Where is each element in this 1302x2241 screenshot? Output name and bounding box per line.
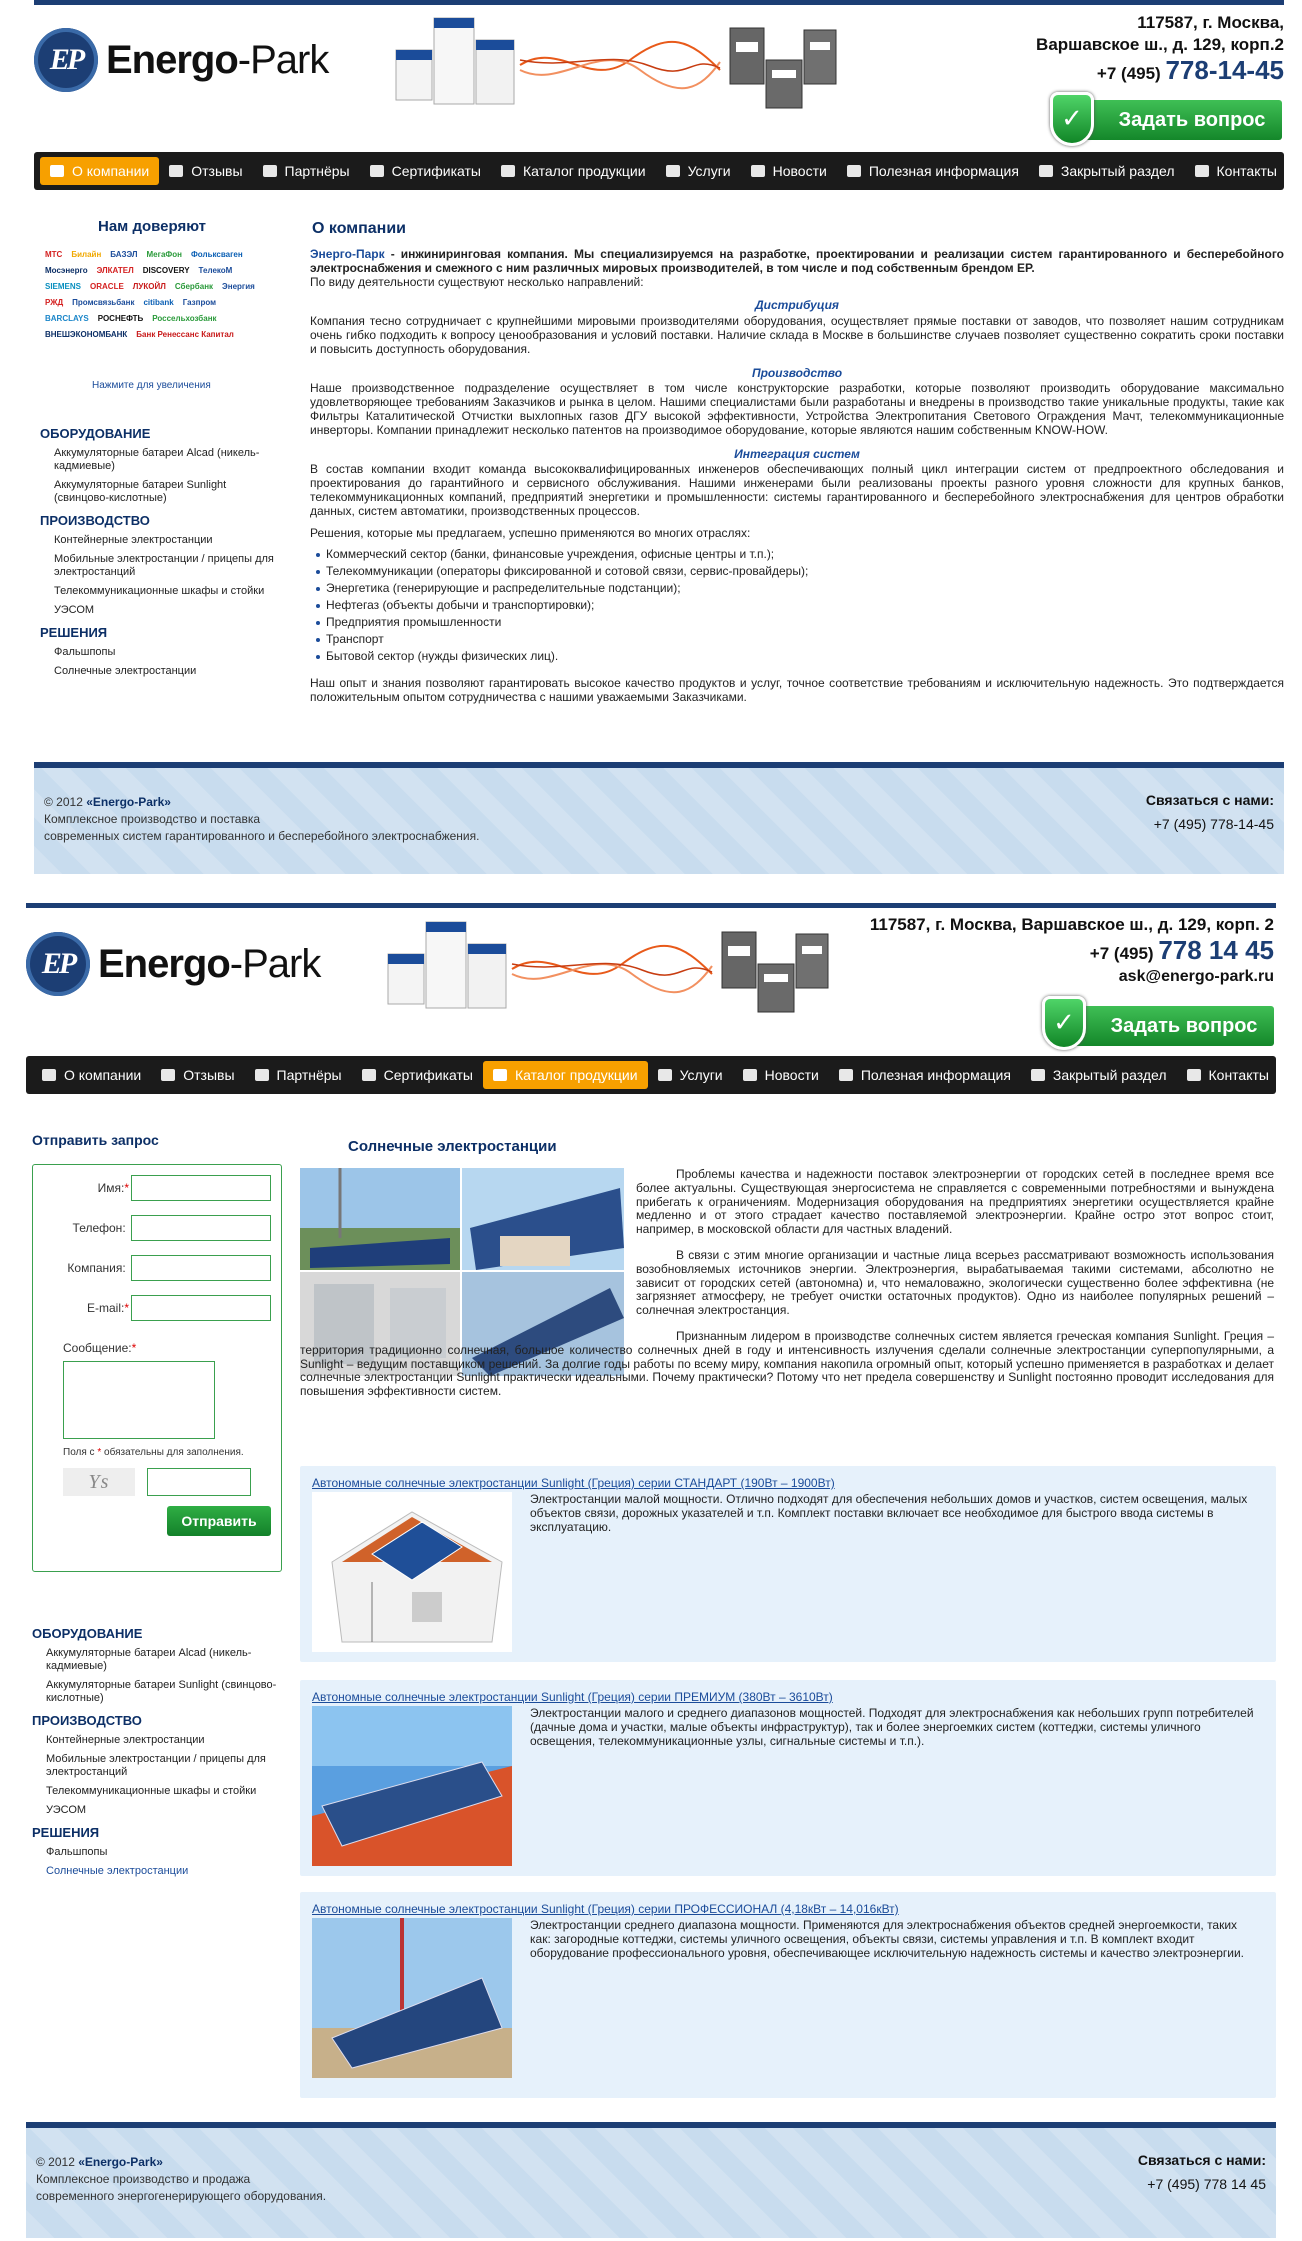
product-description: Электростанции среднего диапазона мощности. Применяются для электроснабжения объектов средней энергоемкости, таких как: загородные коттеджи, системы уличного освещения, объекты связи, системы управления и т.п. В комплект входит оборудование профессионального уровня, обеспечивающее исключительную надежность системы и качество электроэнергии. xyxy=(530,1918,1245,1960)
solar-p1: Проблемы качества и надежности поставок электроэнергии от городских сетей в последнее время все более актуальны. Существующая энергосистема не справляется с современными потребностями и вынуждена прибегать к ограничениям. Модернизация оборудования на предприятиях энергетики осуществляется крайне медленно и от этого страдает качество поставляемой электроэнергии. Крайне остро этот вопрос стоит, например, в московской области для частных владений. xyxy=(636,1167,1274,1237)
sidebar-heading: ПРОИЗВОДСТВО xyxy=(32,1713,142,1728)
product-description: Электростанции малого и среднего диапазонов мощностей. Подходят для электроснабжения как небольших групп потребителей (дачные дома и участки, малые объекты инфраструктур), так и более энергоемких систем (коттеджи, системы уличного освещения, телекоммуникационные узлы, сигнальные системы и т.п.). xyxy=(530,1706,1254,1748)
section-distribution-title: Дистрибуция xyxy=(755,298,839,313)
product-card xyxy=(300,1680,1276,1876)
nav-item-8[interactable] xyxy=(1021,1061,1177,1089)
nav-item-icon xyxy=(362,1069,376,1081)
nav-item-icon xyxy=(751,165,765,177)
address-line2: Варшавское ш., д. 129, корп.2 xyxy=(1036,35,1284,54)
section-production-text: Наше производственное подразделение осуществляет в том числе конструкторские разработки, которые позволяют производить оборудование максимально удовлетворяющее требованиям Заказчиков и рынка в целом. Нашими специалистами были разработаны и внедрены в производство такие уникальные продукты, такие как Фильтры Каталитической Отчистки выхлопных газов ДГУ высокой эффективности, Устройства Электропитания Светового Ограждения Мачт, телекоммуникационные инверторы. Компании принадлежит несколько патентов на производимое оборудование, которые являются нашим собственным KNOW-HOW. xyxy=(310,381,1284,437)
sidebar-link[interactable]: Фальшпопы xyxy=(54,646,116,658)
nav-item-icon xyxy=(1039,165,1053,177)
nav-item-9[interactable] xyxy=(1185,157,1287,185)
nav-item-icon xyxy=(255,1069,269,1081)
sidebar-link[interactable]: Солнечные электростанции xyxy=(46,1865,189,1877)
nav-item-6[interactable] xyxy=(733,1061,829,1089)
company-input[interactable] xyxy=(131,1255,271,1281)
sidebar-heading: РЕШЕНИЯ xyxy=(40,625,108,640)
nav-item-label: Новости xyxy=(772,163,827,179)
nav-item-5[interactable] xyxy=(656,157,741,185)
industry-item: Телекоммуникации (операторы фиксированной и сотовой связи, сервис-провайдеры); xyxy=(316,563,1284,580)
nav-item-3[interactable] xyxy=(360,157,491,185)
product-card xyxy=(300,1892,1276,2098)
partner-logo: РЖД xyxy=(45,298,64,307)
sidebar-menu xyxy=(40,418,280,684)
nav-item-label: Новости xyxy=(764,1067,819,1083)
partner-logo: РОСНЕФТЬ xyxy=(97,314,144,323)
industry-item: Бытовой сектор (нужды физических лиц). xyxy=(316,648,1284,665)
sidebar-link[interactable]: Аккумуляторные батареи Sunlight (свинцово-кислотные) xyxy=(54,479,227,504)
header-contacts xyxy=(870,914,1274,986)
industries-list xyxy=(316,546,1284,665)
header-contacts xyxy=(1036,12,1284,88)
page-title: Солнечные электростанции xyxy=(348,1138,557,1155)
partner-logo: Россельхозбанк xyxy=(152,314,217,323)
sidebar-menu xyxy=(32,1618,282,1884)
name-input[interactable] xyxy=(131,1175,271,1201)
nav-item-icon xyxy=(263,165,277,177)
captcha-input[interactable] xyxy=(147,1468,251,1496)
industry-item: Предприятия промышленности xyxy=(316,614,1284,631)
nav-item-1[interactable] xyxy=(159,157,252,185)
partner-logo: BARCLAYS xyxy=(45,314,89,323)
sidebar-link[interactable]: Мобильные электростанции / прицепы для электростанций xyxy=(46,1753,266,1778)
nav-item-label: Партнёры xyxy=(284,163,350,179)
partner-logo: ORACLE xyxy=(90,282,124,291)
industries-intro: Решения, которые мы предлагаем, успешно применяются во многих отраслях: xyxy=(310,525,751,540)
company-row: Компания: xyxy=(43,1255,271,1281)
solar-p2: В связи с этим многие организации и частные лица всерьез рассматривают возможность использования возобновляемых источников энергии. Электроэнергия, вырабатываемая такими системами, абсолютно не зависит от городских сетей (автономна) и, что немаловажно, экологически существенно более эффективна (не загрязняет атмосферу, не требует очистки остаточных продуктов). Одно из наиболее популярных решений – солнечная электростанция. xyxy=(636,1247,1274,1318)
solar-page xyxy=(0,900,1302,2241)
product-link[interactable]: Автономные солнечные электростанции Sunlight (Греция) серии ПРЕМИУМ (380Вт – 3610Вт) xyxy=(312,1690,833,1704)
about-text: Энерго-Парк - инжиниринговая компания. Мы специализируемся на разработке, проектировании и реализации систем гарантированного и бесперебойного электроснабжения и смежного с ним различных мировых производителей, в том числе и под собственным брендом EP. По виду деятельности существуют несколько направлений: Дистрибуция Компания тесно сотрудничает с крупнейшими мировыми производителями оборудования, осуществляет прямые поставки от заводов, что позволяет нашим сотрудникам очень гибко подходить к вопросу ценообразования и условий поставки. Наличие склада в Москве в большинстве случаев позволяет существенно сократить сроки поставки и повысить доступность оборудования. Производство Наше производственное подразделение осуществляет в том числе конструкторские разработки, которые позволяют производить оборудование максимально удовлетворяющее требованиям Заказчиков и рынка в целом. Нашими специалистами были разработаны и внедрены в производство такие уникальные продукты, такие как Фильтры Каталитической Отчистки выхлопных газов ДГУ высокой эффективности, Устройства Электропитания Светового Ограждения Мачт, телекоммуникационные инверторы. Компании принадлежит несколько патентов на производимое оборудование, которые являются нашим собственным KNOW-HOW. Интеграция систем В состав компании входит команда высококвалифицированных инженеров обеспечивающих полный цикл интеграции систем от предпроектного обследования и проектирования до гарантийного и сервисного обслуживания. Нашими инженерами были реализованы проекты разного уровня сложности для крупных банков, телекоммуникационных компаний, предприятий энергетики и промышленности: системы гарантированного и бесперебойного электроснабжения для центров обработки данных, систем автоматики, производственных процессов. Решения, которые мы предлагаем, успешно применяются во многих отраслях: Коммерческий сектор (банки, финансовые учреждения, офисные центры и т.п.); Телекоммуникации (операторы фиксированной и сотовой связи, сервис-провайдеры); Энергетика (генерирующие и распределительные подстанции); Нефтегаз (объекты добычи и транспортировки); Предприятия промышленности Транспорт Бытовой сектор (нужды физических лиц). Наш опыт и знания позволяют гарантировать высокое качество продуктов и услуг, точное соответствие требованиям и исключительную надежность. Это подтверждается положительным опытом сотрудничества с нашими уважаемыми Заказчиками. xyxy=(310,247,1284,705)
sidebar-link[interactable]: УЭСОМ xyxy=(54,604,95,616)
sidebar-link[interactable]: Контейнерные электростанции xyxy=(54,534,213,546)
nav-item-icon xyxy=(370,165,384,177)
about-outro: Наш опыт и знания позволяют гарантировать высокое качество продуктов и услуг, точное соответствие требованиям и исключительную надежность. Это подтверждается положительным опытом сотрудничества с нашими уважаемыми Заказчиками. xyxy=(310,676,1284,705)
product-image[interactable] xyxy=(312,1706,512,1866)
product-image[interactable] xyxy=(312,1492,512,1652)
nav-item-icon xyxy=(169,165,183,177)
submit-button[interactable]: Отправить xyxy=(167,1506,271,1536)
partner-logo: МТС xyxy=(45,250,63,259)
nav-item-label: Закрытый раздел xyxy=(1052,1067,1167,1083)
nav-item-9[interactable] xyxy=(1177,1061,1279,1089)
partner-logo: Газпром xyxy=(182,298,217,307)
trust-title: Нам доверяют xyxy=(98,218,206,235)
section-integration-text: В состав компании входит команда высококвалифицированных инженеров обеспечивающих полный цикл интеграции систем от предпроектного обследования и проектирования до гарантийного и сервисного обслуживания. Нашими инженерами были реализованы проекты разного уровня сложности для крупных банков, телекоммуникационных компаний, предприятий энергетики и промышленности: системы гарантированного и бесперебойного электроснабжения для центров обработки данных, систем автоматики, производственных процессов. xyxy=(310,462,1284,518)
top-line xyxy=(34,0,1284,5)
nav-item-label: Полезная информация xyxy=(868,163,1019,179)
logo[interactable] xyxy=(34,28,328,92)
nav-item-1[interactable] xyxy=(151,1061,244,1089)
nav-item-label: Отзывы xyxy=(183,1067,235,1083)
partner-logos[interactable] xyxy=(42,248,268,378)
shield-check-icon: ✓ xyxy=(1042,996,1086,1050)
sidebar-heading: ОБОРУДОВАНИЕ xyxy=(32,1626,143,1641)
address-line1: 117587, г. Москва, xyxy=(1137,13,1284,32)
nav-item-6[interactable] xyxy=(741,157,837,185)
name-row: Имя: * xyxy=(43,1175,271,1201)
nav-item-label: Партнёры xyxy=(276,1067,342,1083)
nav-item-icon xyxy=(666,165,680,177)
address: 117587, г. Москва, Варшавское ш., д. 129, корп. 2 xyxy=(869,915,1274,934)
footer-contact: Связаться с нами: +7 (495) 778-14-45 xyxy=(1146,788,1274,836)
header-phone[interactable]: +7 (495) 778 14 45 xyxy=(1089,935,1274,965)
product-link[interactable]: Автономные солнечные электростанции Sunlight (Греция) серии СТАНДАРТ (190Вт – 1900Вт) xyxy=(312,1476,835,1490)
solar-intro-text xyxy=(300,1168,1274,1403)
nav-item-label: Сертификаты xyxy=(383,1067,473,1083)
request-form xyxy=(32,1164,282,1572)
industry-item: Энергетика (генерирующие и распределительные подстанции); xyxy=(316,580,1284,597)
phone-row: Телефон: xyxy=(43,1215,271,1241)
section-distribution-text: Компания тесно сотрудничает с крупнейшими мировыми производителями оборудования, осуществляет прямые поставки от заводов, что позволяет нашим сотрудникам очень гибко подходить к вопросу ценообразования и условий поставки. Наличие склада в Москве в большинстве случаев позволяет существенно сократить сроки поставки и повысить доступность оборудования. xyxy=(310,314,1284,356)
product-description: Электростанции малой мощности. Отлично подходят для обеспечения небольших домов и участков, систем освещения, малых объектов связи, дорожных указателей и т.п. Комплект поставки включает все необходимое для быстрого ввода системы в эксплуатацию. xyxy=(530,1492,1248,1534)
partner-logo: SIEMENS xyxy=(45,282,82,291)
product-image[interactable] xyxy=(312,1918,512,2078)
sidebar-heading: ОБОРУДОВАНИЕ xyxy=(40,426,151,441)
logo-mark: EP xyxy=(34,28,98,92)
sidebar-link[interactable]: Солнечные электростанции xyxy=(54,665,197,677)
nav-item-4[interactable] xyxy=(483,1061,648,1089)
nav-item-label: Закрытый раздел xyxy=(1060,163,1175,179)
nav-item-4[interactable] xyxy=(491,157,656,185)
nav-item-label: Каталог продукции xyxy=(522,163,646,179)
email-row: E-mail: * xyxy=(43,1295,271,1321)
header-email[interactable]: ask@energo-park.ru xyxy=(1118,968,1274,985)
sidebar-heading: ПРОИЗВОДСТВО xyxy=(40,513,150,528)
sidebar-link[interactable]: Телекоммуникационные шкафы и стойки xyxy=(54,585,265,597)
partner-logo: ТелекоМ xyxy=(198,266,233,275)
footer-copyright: © 2012 «Energo-Park» Комплексное производство и поставка современных систем гарантированного и бесперебойного электроснабжения. xyxy=(44,795,480,843)
section-production-title: Производство xyxy=(751,365,843,380)
email-input[interactable] xyxy=(131,1295,271,1321)
product-card xyxy=(300,1466,1276,1662)
nav-item-icon xyxy=(847,165,861,177)
nav-item-8[interactable] xyxy=(1029,157,1185,185)
nav-item-label: Сертификаты xyxy=(391,163,481,179)
nav-item-label: Услуги xyxy=(679,1067,723,1083)
section-integration-title: Интеграция систем xyxy=(734,446,860,461)
ask-question-button[interactable]: Задать вопрос xyxy=(1062,100,1282,140)
nav-item-label: Каталог продукции xyxy=(514,1067,638,1083)
nav-item-icon xyxy=(658,1069,672,1081)
required-note: Поля с * обязательны для заполнения. xyxy=(63,1447,244,1458)
partner-logo: ЛУКОЙЛ xyxy=(132,282,166,291)
logo[interactable] xyxy=(26,932,320,996)
captcha-image: Ys xyxy=(63,1468,135,1496)
partner-logo: Мосэнерго xyxy=(45,266,88,275)
header-banner-batteries xyxy=(390,10,850,114)
nav-item-icon xyxy=(743,1069,757,1081)
sidebar-link[interactable]: Аккумуляторные батареи Sunlight (свинцово-кислотные) xyxy=(46,1679,277,1704)
partner-logo: МегаФон xyxy=(146,250,182,259)
partner-logo: Фольксваген xyxy=(190,250,243,259)
partner-logo: Энергия xyxy=(222,282,255,291)
industry-item: Нефтегаз (объекты добычи и транспортировки); xyxy=(316,597,1284,614)
partner-logo: Банк Ренессанс Капитал xyxy=(136,330,234,339)
sidebar-link[interactable]: Контейнерные электростанции xyxy=(46,1734,205,1746)
nav-item-label: Услуги xyxy=(687,163,731,179)
nav-item-2[interactable] xyxy=(245,1061,352,1089)
nav-item-icon xyxy=(42,1069,56,1081)
footer xyxy=(34,762,1284,874)
footer-phone[interactable]: +7 (495) 778 14 45 xyxy=(1147,2176,1266,2192)
nav-item-icon xyxy=(50,165,64,177)
partner-logo: БАЗЭЛ xyxy=(110,250,138,259)
message-label: Сообщение:* xyxy=(63,1341,137,1355)
nav-item-label: О компании xyxy=(72,163,150,179)
partner-logo: citibank xyxy=(143,298,174,307)
captcha-row xyxy=(63,1468,271,1496)
nav-item-icon xyxy=(1187,1069,1201,1081)
nav-item-2[interactable] xyxy=(253,157,360,185)
page-title: О компании xyxy=(312,220,406,237)
footer-phone[interactable]: +7 (495) 778-14-45 xyxy=(1153,816,1274,832)
logo-text: Energo-Park xyxy=(98,941,321,986)
nav-item-7[interactable] xyxy=(829,1061,1021,1089)
main-nav xyxy=(34,152,1284,190)
nav-item-icon xyxy=(1195,165,1209,177)
sidebar-link[interactable]: Аккумуляторные батареи Alcad (никель-кадмиевые) xyxy=(54,447,260,472)
partner-logo: Промсвязьбанк xyxy=(72,298,135,307)
sidebar-link[interactable]: Телекоммуникационные шкафы и стойки xyxy=(46,1785,257,1797)
partner-logo: Сбербанк xyxy=(174,282,214,291)
nav-item-label: Контакты xyxy=(1216,163,1277,179)
main-nav xyxy=(26,1056,1276,1094)
nav-item-7[interactable] xyxy=(837,157,1029,185)
footer xyxy=(26,2122,1276,2238)
ask-question-button[interactable]: Задать вопрос xyxy=(1054,1006,1274,1046)
logo-mark: EP xyxy=(26,932,90,996)
nav-item-3[interactable] xyxy=(352,1061,483,1089)
footer-contact: Связаться с нами: +7 (495) 778 14 45 xyxy=(1138,2148,1266,2196)
product-link[interactable]: Автономные солнечные электростанции Sunlight (Греция) серии ПРОФЕССИОНАЛ (4,18кВт – 14,016кВт) xyxy=(312,1902,899,1916)
header-banner-batteries xyxy=(382,914,842,1018)
industry-item: Транспорт xyxy=(316,631,1284,648)
nav-item-label: Отзывы xyxy=(191,163,243,179)
request-form-title: Отправить запрос xyxy=(32,1132,159,1148)
nav-item-5[interactable] xyxy=(648,1061,733,1089)
nav-item-icon xyxy=(501,165,515,177)
partner-logo: ВНЕШЭКОНОМБАНК xyxy=(45,330,128,339)
solar-p3: Признанным лидером в производстве солнечных систем является греческая компания Sunlight. Греция – территория традиционно солнечная, большое количество солнечных дней в году и интенсивность излучения сделали солнечные электростанции суперпопулярными, а Sunlight – ведущим поставщиком решений. За долгие годы работы по всему миру, компания накопила огромный опыт, который успешно применяется в разработках и делает солнечные электростанции Sunlight практически идеальными. Почему практически? Потому что нет предела совершенству и Sunlight постоянно проводит исследования для повышения эффективности систем. xyxy=(300,1328,1274,1399)
nav-item-icon xyxy=(839,1069,853,1081)
enlarge-caption[interactable]: Нажмите для увеличения xyxy=(92,380,211,391)
sidebar-link[interactable]: Фальшпопы xyxy=(46,1846,108,1858)
partner-logo: Билайн xyxy=(71,250,102,259)
nav-item-0[interactable] xyxy=(40,157,159,185)
header-phone[interactable]: +7 (495) 778-14-45 xyxy=(1096,55,1284,85)
footer-copyright: © 2012 «Energo-Park» Комплексное производство и продажа современного энергогенерирующего оборудования. xyxy=(36,2155,327,2203)
partner-logo: DISCOVERY xyxy=(142,266,190,275)
about-page xyxy=(0,0,1302,880)
nav-item-icon xyxy=(493,1069,507,1081)
nav-item-label: Контакты xyxy=(1208,1067,1269,1083)
nav-item-0[interactable] xyxy=(32,1061,151,1089)
sidebar-heading: РЕШЕНИЯ xyxy=(32,1825,100,1840)
top-line xyxy=(26,903,1276,908)
industry-item: Коммерческий сектор (банки, финансовые учреждения, офисные центры и т.п.); xyxy=(316,546,1284,563)
nav-item-icon xyxy=(1031,1069,1045,1081)
sidebar-link[interactable]: УЭСОМ xyxy=(46,1804,87,1816)
nav-item-label: Полезная информация xyxy=(860,1067,1011,1083)
partner-logo: ЭЛКАТЕЛ xyxy=(96,266,134,275)
phone-input[interactable] xyxy=(131,1215,271,1241)
nav-item-label: О компании xyxy=(64,1067,142,1083)
sidebar-link[interactable]: Аккумуляторные батареи Alcad (никель-кадмиевые) xyxy=(46,1647,252,1672)
shield-check-icon: ✓ xyxy=(1050,92,1094,146)
message-textarea[interactable] xyxy=(63,1361,215,1439)
logo-text: Energo-Park xyxy=(106,37,329,82)
nav-item-icon xyxy=(161,1069,175,1081)
sidebar-link[interactable]: Мобильные электростанции / прицепы для электростанций xyxy=(54,553,274,578)
